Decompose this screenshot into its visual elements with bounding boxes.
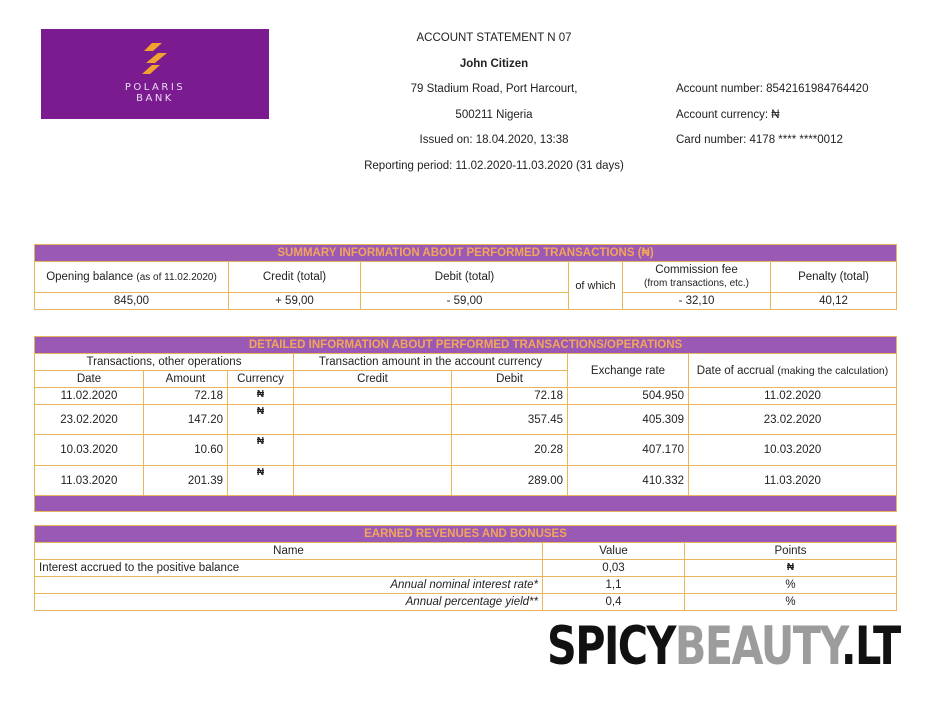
row-rate: 504.950 bbox=[568, 388, 689, 405]
row-rate: 405.309 bbox=[568, 405, 689, 435]
row-currency: ₦ bbox=[228, 388, 294, 405]
row-credit bbox=[294, 466, 452, 496]
details-banner: DETAILED INFORMATION ABOUT PERFORMED TRANSACTIONS/OPERATIONS bbox=[35, 337, 897, 354]
revenues-table bbox=[34, 525, 897, 611]
row-rate: 410.332 bbox=[568, 466, 689, 496]
row-debit: 289.00 bbox=[452, 466, 568, 496]
currency-header: Currency bbox=[228, 371, 294, 388]
row-accrual: 11.02.2020 bbox=[689, 388, 897, 405]
revenue-value: 0,03 bbox=[543, 560, 685, 577]
of-which-label: of which bbox=[569, 262, 623, 310]
summary-banner: SUMMARY INFORMATION ABOUT PERFORMED TRANSACTIONS (₦) bbox=[35, 245, 897, 262]
table-row bbox=[35, 466, 897, 496]
accrual-sub: (making the calculation) bbox=[777, 364, 889, 377]
details-table bbox=[34, 336, 897, 512]
group-transactions-header: Transactions, other operations bbox=[35, 354, 294, 371]
statement-title: ACCOUNT STATEMENT N 07 bbox=[416, 32, 572, 44]
reporting-period: Reporting period: 11.02.2020-11.03.2020 (31 days) bbox=[364, 160, 624, 172]
account-currency: Account currency: ₦ bbox=[676, 109, 780, 121]
revenue-points: % bbox=[685, 594, 897, 611]
issued-date: Issued on: 18.04.2020, 13:38 bbox=[419, 134, 569, 146]
value-header: Value bbox=[543, 543, 685, 560]
row-amount: 72.18 bbox=[144, 388, 228, 405]
watermark bbox=[547, 616, 900, 678]
penalty-header: Penalty (total) bbox=[771, 262, 897, 293]
row-amount: 10.60 bbox=[144, 435, 228, 466]
row-credit bbox=[294, 388, 452, 405]
accrual-header bbox=[689, 354, 897, 388]
debit-total-header: Debit (total) bbox=[361, 262, 569, 293]
opening-label: Opening balance bbox=[46, 270, 134, 283]
revenue-name: Interest accrued to the positive balance bbox=[35, 560, 543, 577]
card-number: Card number: 4178 **** ****0012 bbox=[676, 134, 843, 146]
table-row bbox=[35, 577, 897, 594]
table-row bbox=[35, 388, 897, 405]
summary-table bbox=[34, 244, 897, 310]
amount-header: Amount bbox=[144, 371, 228, 388]
row-currency: ₦ bbox=[228, 405, 294, 435]
table-row bbox=[35, 594, 897, 611]
revenue-name: Annual percentage yield** bbox=[35, 594, 543, 611]
row-debit: 20.28 bbox=[452, 435, 568, 466]
opening-balance-header bbox=[35, 262, 229, 293]
revenue-name: Annual nominal interest rate* bbox=[35, 577, 543, 594]
row-date: 10.03.2020 bbox=[35, 435, 144, 466]
watermark-part1: SPICY bbox=[547, 616, 675, 677]
debit-total-value: - 59,00 bbox=[361, 293, 569, 310]
row-date: 11.03.2020 bbox=[35, 466, 144, 496]
name-header: Name bbox=[35, 543, 543, 560]
holder-name: John Citizen bbox=[459, 58, 529, 70]
row-date: 11.02.2020 bbox=[35, 388, 144, 405]
row-amount: 147.20 bbox=[144, 405, 228, 435]
date-header: Date bbox=[35, 371, 144, 388]
watermark-part2: BEAUTY bbox=[674, 616, 841, 677]
row-accrual: 11.03.2020 bbox=[689, 466, 897, 496]
accrual-label: Date of accrual bbox=[696, 364, 775, 377]
account-number: Account number: 8542161984764420 bbox=[676, 83, 869, 95]
commission-label: Commission fee bbox=[655, 264, 738, 276]
exchange-rate-header: Exchange rate bbox=[568, 354, 689, 388]
commission-sub: (from transactions, etc.) bbox=[643, 278, 750, 289]
points-header: Points bbox=[685, 543, 897, 560]
revenue-value: 0,4 bbox=[543, 594, 685, 611]
bank-name-line2: BANK bbox=[136, 93, 174, 104]
bank-logo bbox=[41, 29, 269, 119]
row-rate: 407.170 bbox=[568, 435, 689, 466]
commission-header bbox=[623, 262, 771, 293]
table-row bbox=[35, 560, 897, 577]
penalty-value: 40,12 bbox=[771, 293, 897, 310]
watermark-part3: .LT bbox=[840, 616, 900, 677]
row-amount: 201.39 bbox=[144, 466, 228, 496]
credit-total-value: + 59,00 bbox=[229, 293, 361, 310]
revenue-points: ₦ bbox=[685, 560, 897, 577]
revenue-value: 1,1 bbox=[543, 577, 685, 594]
commission-value: - 32,10 bbox=[623, 293, 771, 310]
debit-header: Debit bbox=[452, 371, 568, 388]
revenue-points: % bbox=[685, 577, 897, 594]
table-row bbox=[35, 435, 897, 466]
row-currency: ₦ bbox=[228, 466, 294, 496]
bank-name-line1: POLARIS bbox=[124, 82, 186, 93]
credit-total-header: Credit (total) bbox=[229, 262, 361, 293]
details-footer-bar bbox=[35, 496, 897, 512]
address-line1: 79 Stadium Road, Port Harcourt, bbox=[410, 83, 578, 95]
opening-balance-value: 845,00 bbox=[35, 293, 229, 310]
revenues-banner: EARNED REVENUES AND BONUSES bbox=[35, 526, 897, 543]
row-credit bbox=[294, 405, 452, 435]
row-debit: 72.18 bbox=[452, 388, 568, 405]
table-row bbox=[35, 405, 897, 435]
opening-sub: (as of 11.02.2020) bbox=[136, 271, 217, 283]
credit-header: Credit bbox=[294, 371, 452, 388]
polaris-star-icon bbox=[139, 43, 169, 75]
row-debit: 357.45 bbox=[452, 405, 568, 435]
row-date: 23.02.2020 bbox=[35, 405, 144, 435]
row-credit bbox=[294, 435, 452, 466]
address-line2: 500211 Nigeria bbox=[455, 109, 533, 121]
row-accrual: 10.03.2020 bbox=[689, 435, 897, 466]
group-amount-header: Transaction amount in the account currency bbox=[294, 354, 568, 371]
row-currency: ₦ bbox=[228, 435, 294, 466]
row-accrual: 23.02.2020 bbox=[689, 405, 897, 435]
